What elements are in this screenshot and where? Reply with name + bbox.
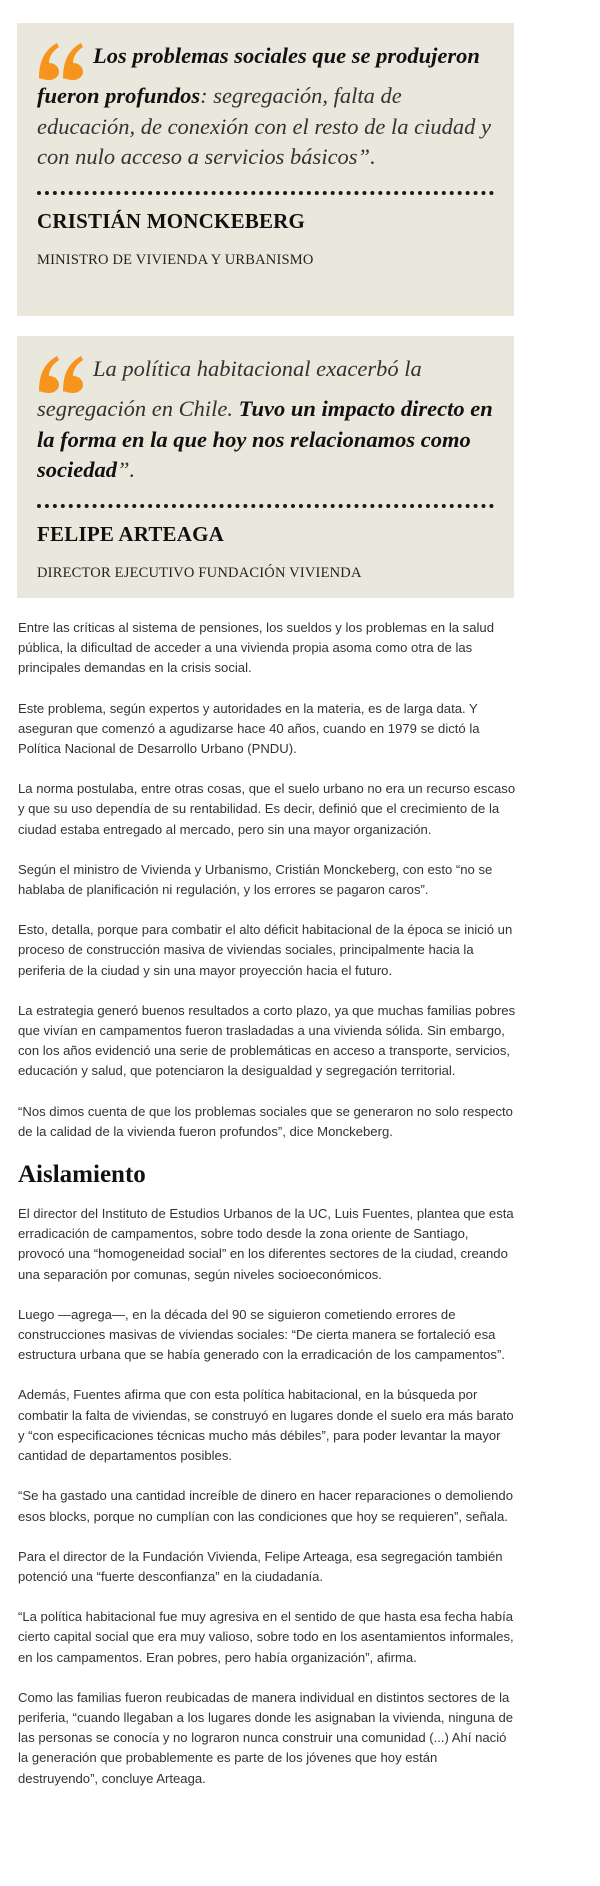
quote-author-role: DIRECTOR EJECUTIVO FUNDACIÓN VIVIENDA: [37, 564, 362, 581]
article-body: [18, 618, 518, 1809]
article-paragraph: Este problema, según expertos y autoridades en la materia, es de larga data. Y aseguran que comenzó a agudizarse hace 40 años, cuando en 1979 se dictó la Política Nacional de Desarrollo Urbano (PNDU).: [18, 700, 480, 757]
article-paragraph: El director del Instituto de Estudios Urbanos de la UC, Luis Fuentes, plantea que esta erradicación de campamentos, sobre todo desde la zona oriente de Santiago, provocó una “homogeneidad social” en los diferentes sectores de la ciudad, creando una separación por comunas, según niveles socioeconómicos.: [18, 1206, 514, 1282]
article-paragraph: Según el ministro de Vivienda y Urbanismo, Cristián Monckeberg, con esto “no se hablaba de planificación ni regulación, y los errores se pagaron caros”.: [18, 861, 493, 898]
pull-quote-monckeberg: [17, 23, 514, 316]
quote-author: CRISTIÁN MONCKEBERG: [37, 208, 306, 233]
quote-text: [37, 354, 494, 486]
quote-author-role: MINISTRO DE VIVIENDA Y URBANISMO: [37, 251, 314, 268]
dotted-divider: [37, 504, 494, 508]
pull-quote-arteaga: [17, 336, 514, 598]
article-paragraph: “La política habitacional fue muy agresiva en el sentido de que hasta esa fecha había cierto capital social que era muy valioso, sobre todo en los asentamientos informales, en los campamentos. Eran pobres, pero había organización”, afirma.: [18, 1609, 514, 1665]
quote-regular: : segregación, falta de educación, de conexión con el resto de la ciudad y con nulo acceso a servicios básicos”.: [37, 83, 492, 169]
article-paragraph: “Nos dimos cuenta de que los problemas sociales que se generaron no solo respecto de la calidad de la vivienda fueron profundos”, dice Monckeberg.: [18, 1103, 513, 1139]
article-paragraph: “Se ha gastado una cantidad increíble de dinero en hacer reparaciones o demoliendo esos blocks, porque no cumplían con las condiciones que hoy se requieren”, señala.: [18, 1488, 513, 1524]
article-paragraph: La estrategia generó buenos resultados a corto plazo, ya que muchas familias pobres que vivían en campamentos fueron trasladadas a una vivienda sólida. Sin embargo, con los años evidenció una serie de problemáticas en acceso a transporte, servicios, educación y salud, que potenciaron la desigualdad y segregación territorial.: [18, 1002, 516, 1079]
quote-bold: Los problemas sociales que se produjeron fueron profundos: [37, 43, 480, 108]
quote-mark-icon: [37, 41, 87, 81]
quote-author: FELIPE ARTEAGA: [37, 521, 225, 546]
article-paragraph: Además, Fuentes afirma que con esta política habitacional, en la búsqueda por combatir la falta de viviendas, se construyó en lugares donde el suelo era más barato y “con especificaciones técnicas mucho más débiles”, para poder levantar la mayor cantidad de departamentos posibles.: [18, 1387, 514, 1464]
quote-text: [37, 41, 494, 173]
quote-regular: La política habitacional exacerbó la segregación en Chile.: [37, 356, 422, 421]
quote-mark-icon: [37, 354, 87, 394]
quote-end: ”.: [116, 457, 136, 482]
article-paragraph: Luego —agrega—, en la década del 90 se siguieron cometiendo errores de construcciones masivas de viviendas sociales: “De cierta manera se fortaleció esa estructura urbana que se había generado con la erradicación de los campamentos”.: [18, 1306, 505, 1363]
article-paragraph: Para el director de la Fundación Vivienda, Felipe Arteaga, esa segregación también potenció una “fuerte desconfianza” en la ciudadanía.: [18, 1548, 503, 1584]
dotted-divider: [37, 191, 494, 195]
article-paragraph: Esto, detalla, porque para combatir el alto déficit habitacional de la época se inició un proceso de construcción masiva de viviendas sociales, principalmente hacia la periferia de la ciudad y sin una mayor proyección hacia el futuro.: [18, 922, 513, 978]
article-paragraph: La norma postulaba, entre otras cosas, que el suelo urbano no era un recurso escaso y que su uso dependía de su rentabilidad. Es decir, definió que el crecimiento de la ciudad estaba entregado al mercado, pero sin una mayor organización.: [18, 781, 516, 837]
article-paragraph: Entre las críticas al sistema de pensiones, los sueldos y los problemas en la salud pública, la dificultad de acceder a una vivienda propia asoma como otra de las principales demandas en la crisis social.: [18, 620, 494, 676]
quote-bold: Tuvo un impacto directo en la forma en la que hoy nos relacionamos como sociedad: [37, 396, 493, 482]
article-paragraph: Como las familias fueron reubicadas de manera individual en distintos sectores de la periferia, “cuando llegaban a los lugares donde les asignaban la vivienda, ninguna de las personas se conocía y no lograron nunca construir una comunidad (...) Ahí nació la generación que probablemente es parte de los jóvenes que hoy están destruyendo”, concluye Arteaga.: [18, 1689, 514, 1786]
section-heading: Aislamiento: [18, 1161, 146, 1189]
